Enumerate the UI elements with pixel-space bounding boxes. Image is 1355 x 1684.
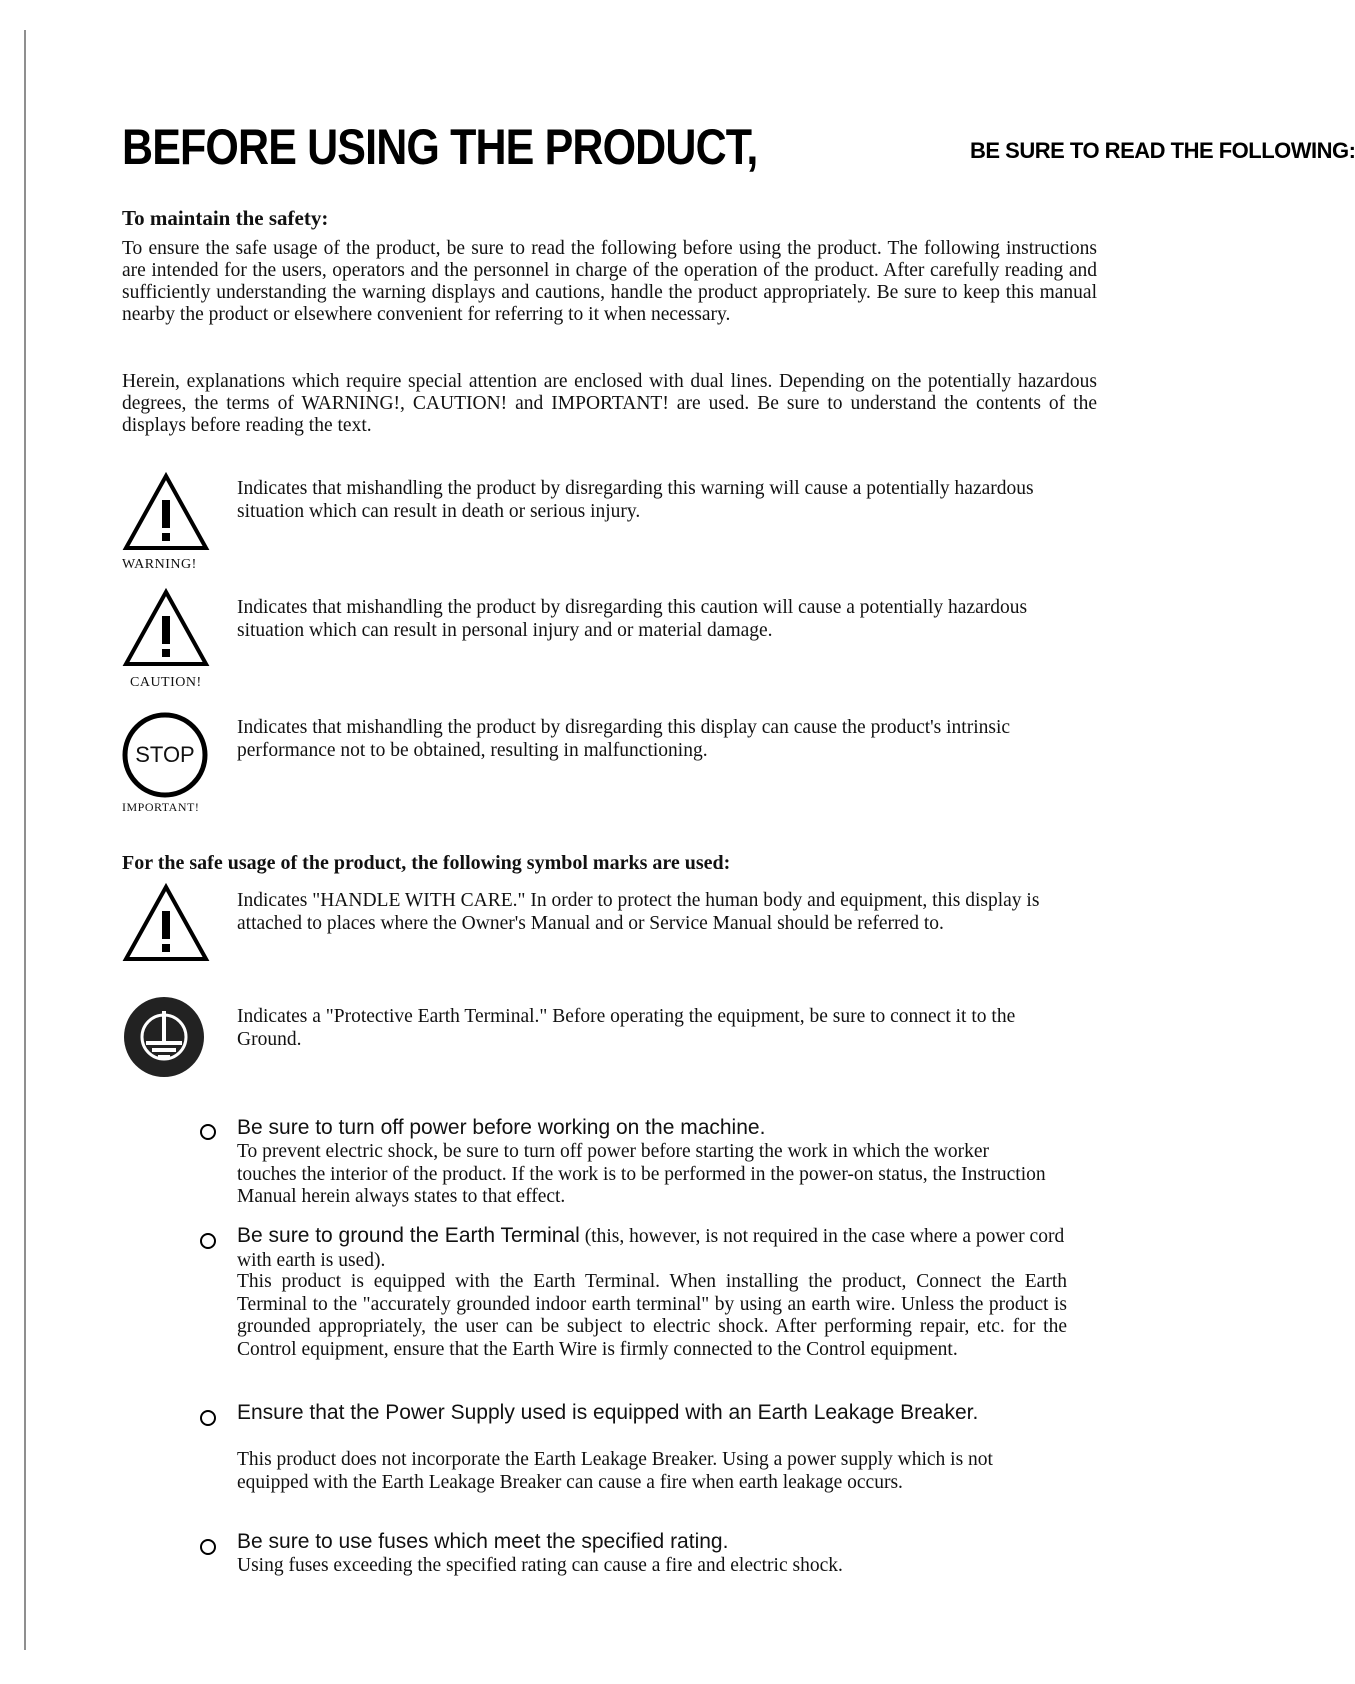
important-description: Indicates that mishandling the product by disregarding this display can cause the product's intrinsic performance not to be obtained, resulting in malfunctioning. [237, 717, 1011, 761]
rule-ground-title [237, 1224, 1077, 1272]
symbols-heading: For the safe usage of the product, the following symbol marks are used: [122, 852, 731, 874]
rule-power-off-body: To prevent electric shock, be sure to turn off power before starting the work in which the worker touches the interior of the product. If the work is to be performed in the power-on status, the Instruction Manual herein always states to that effect. [237, 1141, 1046, 1207]
caution-triangle-icon [122, 588, 210, 668]
warning-triangle-icon [122, 472, 210, 552]
caution-description: Indicates that mishandling the product by disregarding this caution will cause a potentially hazardous situation which can result in personal injury and or material damage. [237, 597, 1028, 641]
rule-breaker-body: This product does not incorporate the Earth Leakage Breaker. Using a power supply which is not equipped with the Earth Leakage Breaker can cause a fire when earth leakage occurs. [237, 1449, 993, 1493]
caution-label: CAUTION! [130, 675, 202, 690]
title-sub: BE SURE TO READ THE FOLLOWING: [970, 138, 1355, 163]
title-main: BEFORE USING THE PRODUCT, [122, 119, 758, 175]
earth-terminal-description: Indicates a "Protective Earth Terminal." Before operating the equipment, be sure to connect it to the Ground. [237, 1006, 1016, 1050]
handle-with-care-icon [122, 883, 210, 963]
safety-intro-paragraph: To ensure the safe usage of the product, be sure to read the following before using the product. The following instructions are intended for the users, operators and the personnel in charge of the operation of the product. After carefully reading and sufficiently understanding the warning displays and cautions, handle the product appropriately. Be sure to keep this manual nearby the product or elsewhere convenient for referring to it when necessary. [122, 238, 1097, 325]
scan-margin-line [24, 30, 26, 1650]
safety-levels-paragraph: Herein, explanations which require special attention are enclosed with dual lines. Depending on the potentially hazardous degrees, the terms of WARNING!, CAUTION! and IMPORTANT! are used. Be sure to understand the contents of the displays before reading the text. [122, 371, 1097, 436]
rule-bullet-icon [197, 1407, 219, 1429]
safety-heading: To maintain the safety: [122, 206, 329, 230]
rule-breaker-title: Ensure that the Power Supply used is equipped with an Earth Leakage Breaker. [237, 1401, 979, 1424]
rule-power-off-title: Be sure to turn off power before working on the machine. [237, 1116, 766, 1139]
rule-bullet-icon [197, 1536, 219, 1558]
page-title [122, 118, 1355, 176]
rule-ground-body: This product is equipped with the Earth Terminal. When installing the product, Connect the Earth Terminal to the "accurately grounded indoor earth terminal" by using an earth wire. Unless the product is grounded appropriately, the user can be subject to electric shock. After performing repair, etc. for the Control equipment, ensure that the Earth Wire is firmly connected to the Control equipment. [237, 1271, 1067, 1360]
warning-label: WARNING! [122, 557, 197, 572]
warning-description: Indicates that mishandling the product by disregarding this warning will cause a potentially hazardous situation which can result in death or serious injury. [237, 478, 1034, 522]
earth-terminal-icon [122, 995, 206, 1079]
rule-bullet-icon [197, 1230, 219, 1252]
rule-ground-title-note: (this, however, is not required in the case where a power cord with earth is used). [237, 1226, 1065, 1271]
important-label: IMPORTANT! [122, 800, 200, 814]
handle-with-care-description: Indicates "HANDLE WITH CARE." In order to protect the human body and equipment, this display is attached to places where the Owner's Manual and or Service Manual should be referred to. [237, 890, 1040, 934]
stop-icon-text: STOP [135, 742, 195, 767]
stop-icon [122, 712, 208, 798]
rule-ground-title-text: Be sure to ground the Earth Terminal [237, 1224, 580, 1247]
rule-fuses-body: Using fuses exceeding the specified rating can cause a fire and electric shock. [237, 1555, 843, 1576]
rule-fuses-title: Be sure to use fuses which meet the specified rating. [237, 1530, 729, 1553]
rule-bullet-icon [197, 1121, 219, 1143]
